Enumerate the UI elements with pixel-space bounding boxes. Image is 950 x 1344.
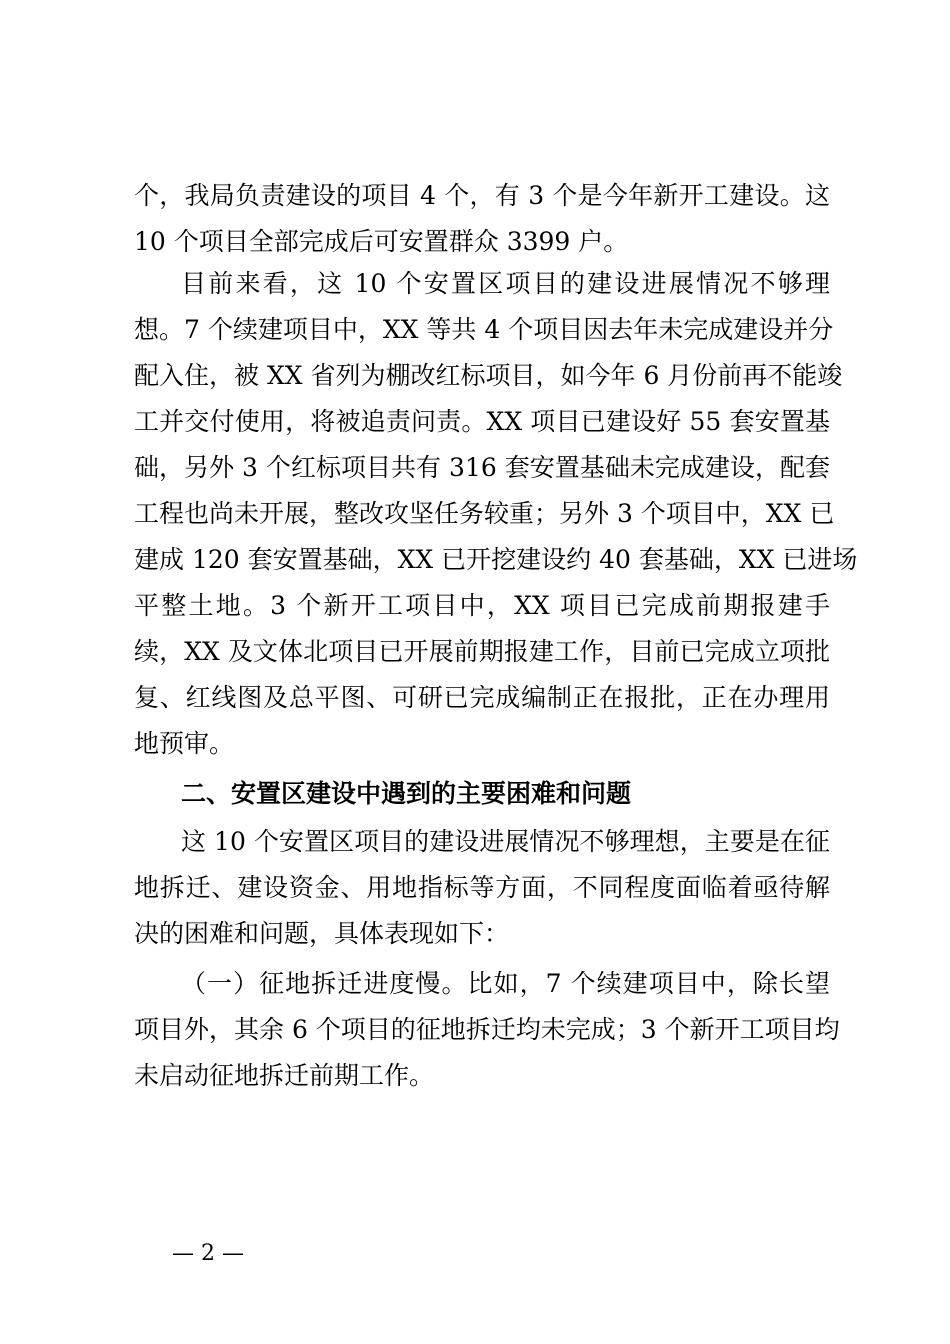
section-heading: 二、安置区建设中遇到的主要困难和问题 [181,779,632,808]
body-text-line: 平整土地。3 个新开工项目中，XX 项目已完成前期报建手 [134,591,830,620]
paragraph-first-line: 目前来看，这 10 个安置区项目的建设进展情况不够理 [181,269,830,298]
body-text-line: 础，另外 3 个红标项目共有 316 套安置基础未完成建设，配套 [134,453,830,482]
body-text-line: 未启动征地拆迁前期工作。 [134,1061,435,1090]
body-text-line: 个，我局负责建设的项目 4 个，有 3 个是今年新开工建设。这 [134,181,830,210]
body-text-line: 工程也尚未开展，整改攻坚任务较重；另外 3 个项目中，XX 已 [134,499,835,528]
body-text-line: 决的困难和问题，具体表现如下： [134,919,510,948]
body-text-line: 工并交付使用，将被追责问责。XX 项目已建设好 55 套安置基 [134,407,830,436]
body-text-line: 复、红线图及总平图、可研已完成编制正在报批，正在办理用 [134,683,830,712]
body-text-line: 建成 120 套安置基础，XX 已开挖建设约 40 套基础，XX 已进场 [134,545,858,574]
page-number: — 2 — [172,1241,244,1266]
body-text-line: 想。7 个续建项目中，XX 等共 4 个项目因去年未完成建设并分 [134,315,834,344]
body-text-line: 项目外，其余 6 个项目的征地拆迁均未完成；3 个新开工项目均 [134,1015,840,1044]
body-text-line: 10 个项目全部完成后可安置群众 3399 户。 [134,227,629,256]
body-text-line: 地预审。 [134,729,235,758]
body-text-line: 续，XX 及文体北项目已开展前期报建工作，目前已完成立项批 [134,637,830,666]
body-text-line: 配入住，被 XX 省列为棚改红标项目，如今年 6 月份前再不能竣 [134,361,843,390]
subsection-first-line: （一）征地拆迁进度慢。比如，7 个续建项目中，除长望 [181,969,830,998]
body-text-line: 地拆迁、建设资金、用地指标等方面，不同程度面临着亟待解 [134,873,830,902]
paragraph-first-line: 这 10 个安置区项目的建设进展情况不够理想，主要是在征 [181,827,830,856]
